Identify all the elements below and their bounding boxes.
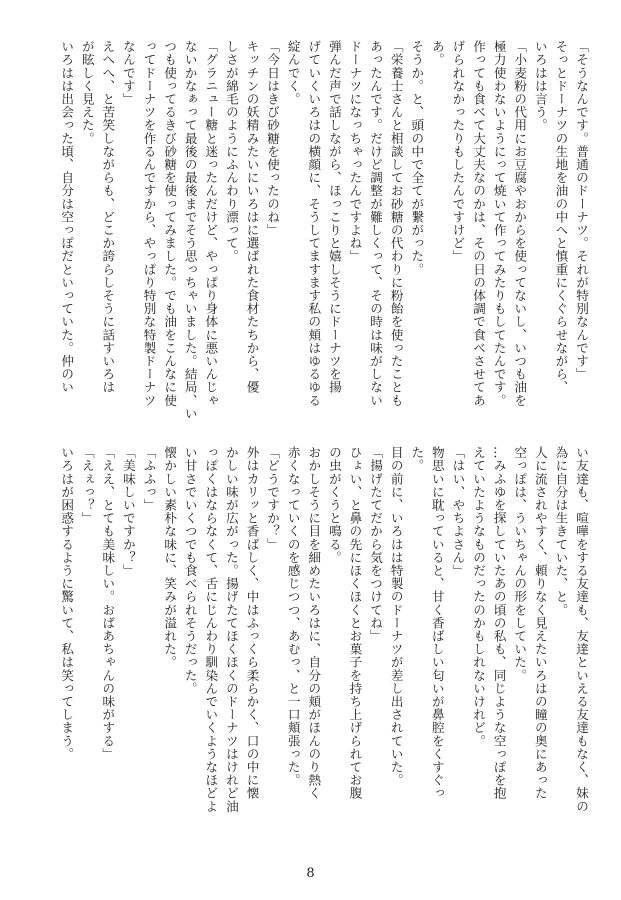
text-line: 人に流されやすく、頼りなく見えたいろはの瞳の奥にあった: [532, 446, 548, 800]
text-line: …みふゆを探していたあの頃の私も、同じような空っぽを抱: [491, 446, 507, 800]
text-line: えへへ、と苦笑しながらも、どこか誇らしそうに話すいろは: [100, 40, 116, 394]
text-line: っぽくはならなくて、舌にじんわり馴染んでいくようなほどよ: [203, 446, 219, 813]
text-line: い甘さでいくつでも食べられそうだった。: [182, 446, 198, 695]
text-line: そっとドーナツの生地を油の中へと慎重にくぐらせながら、: [553, 40, 569, 394]
text-line: 綻んでく。: [285, 40, 301, 106]
text-line: 為に自分は生きていた、と。: [553, 446, 569, 617]
text-line: かしい味が広がった。揚げたてほくほくのドーナツはけれど油: [223, 446, 239, 813]
text-line: しさが綿毛のようにふんわり漂って。: [223, 40, 239, 263]
lower-text-block: [29, 446, 591, 828]
text-line: 物思いに耽っていると、甘く香ばしい匂いが鼻腔をくすぐっ: [429, 446, 445, 800]
text-line: 外はカリッと香ばしく、中はふっくら柔らかく、口の中に懐: [244, 446, 260, 800]
upper-text-block: [29, 40, 591, 420]
text-line: あったんです。だけど調整が難しくって、その時は味がしない: [368, 40, 384, 407]
text-line: 「ええ、とても美味しい。おばあちゃんの味がする」: [100, 446, 116, 761]
text-line: なんです」: [120, 40, 136, 106]
text-line: 「栄養士さんと相談してお砂糖の代わりに粉飴を使ったことも: [388, 40, 404, 407]
text-line: げていくいろはの横顔に、そうしてますます私の頬はゆるゆる: [306, 40, 322, 407]
text-line: ひょい、と鼻の先にほくほくとお菓子を持ち上げられてお腹: [347, 446, 363, 800]
text-line: そうか。と、頭の中で全てが繋がった。: [409, 40, 425, 276]
text-line: いろはが困惑するように驚いて、私は笑ってしまう。: [59, 446, 75, 761]
text-line: キッチンの妖精みたいにいろはに選ばれた食材たちから、優: [244, 40, 260, 394]
text-line: 懐かしい素朴な味に、笑みが溢れた。: [162, 446, 178, 669]
text-line: げられなかったりもしたんですけど」: [450, 40, 466, 263]
text-line: た。: [409, 446, 425, 473]
text-line: ないかなぁって最後の最後までそう思っちゃいました。結局、い: [182, 40, 198, 420]
text-line: 目の前に、いろはは特製のドーナツが差し出されていた。: [388, 446, 404, 787]
text-line: いろはは出会った頃、自分は空っぽだといっていた。仲のい: [59, 40, 75, 394]
text-line: いろはは言う。: [532, 40, 548, 132]
text-line: 赤くなっていくのを感じつつ、あむっ、と一口頬張った。: [285, 446, 301, 787]
text-line: 極力使わないようにって焼いて作ってみたりもしてたんです。: [491, 40, 507, 407]
text-line: つも使ってるきび砂糖を使ってみました。でも油をこんなに使: [162, 40, 178, 407]
text-line: 空っぽは、ういちゃんの形をしていた。: [512, 446, 528, 682]
page-number: 8: [306, 866, 315, 881]
text-line: 「小麦粉の代用にお豆腐やおからを使ってないし、いつも油を: [512, 40, 528, 407]
text-line: ドーナツになっちゃったんですよね」: [347, 40, 363, 263]
text-line: 「今日はきび砂糖を使ったのね」: [265, 40, 281, 237]
text-line: えていたようなものだったのかもしれないけれど。: [471, 446, 487, 748]
text-line: が眩しく見えた。: [79, 40, 95, 145]
text-line: ってドーナツを作るんですから、やっぱり特別な特製ドーナツ: [141, 40, 157, 407]
text-line: あ。: [429, 40, 445, 67]
text-line: 「ふふっ」: [141, 446, 157, 512]
text-line: 「美味しいですか？」: [120, 446, 136, 577]
text-line: おかしそうに目を細めたいろはに、自分の頬がほんのり熱く: [306, 446, 322, 800]
text-line: 作っても食べて大丈夫なのかは、その日の体調で食べさせてあ: [471, 40, 487, 407]
text-line: 「はい、やちよさん」: [450, 446, 466, 577]
text-line: 「グラニュー糖と迷ったんだけど、やっぱり身体に悪いんじゃ: [203, 40, 219, 407]
text-line: 「どうですか？」: [265, 446, 281, 551]
text-line: 「揚げたてだから気をつけてね」: [368, 446, 384, 643]
text-line: 「そうなんです。普通のドーナツ。それが特別なんです」: [574, 40, 589, 381]
text-line: の虫がくうと鳴る。: [326, 446, 342, 564]
text-line: 弾んだ声で話しながら、ほっこりと嬉しそうにドーナツを揚: [326, 40, 342, 394]
text-line: い友達も、喧嘩をする友達も、友達といえる友達もなく、妹の: [574, 446, 589, 813]
text-line: 「えぇっ？」: [79, 446, 95, 525]
